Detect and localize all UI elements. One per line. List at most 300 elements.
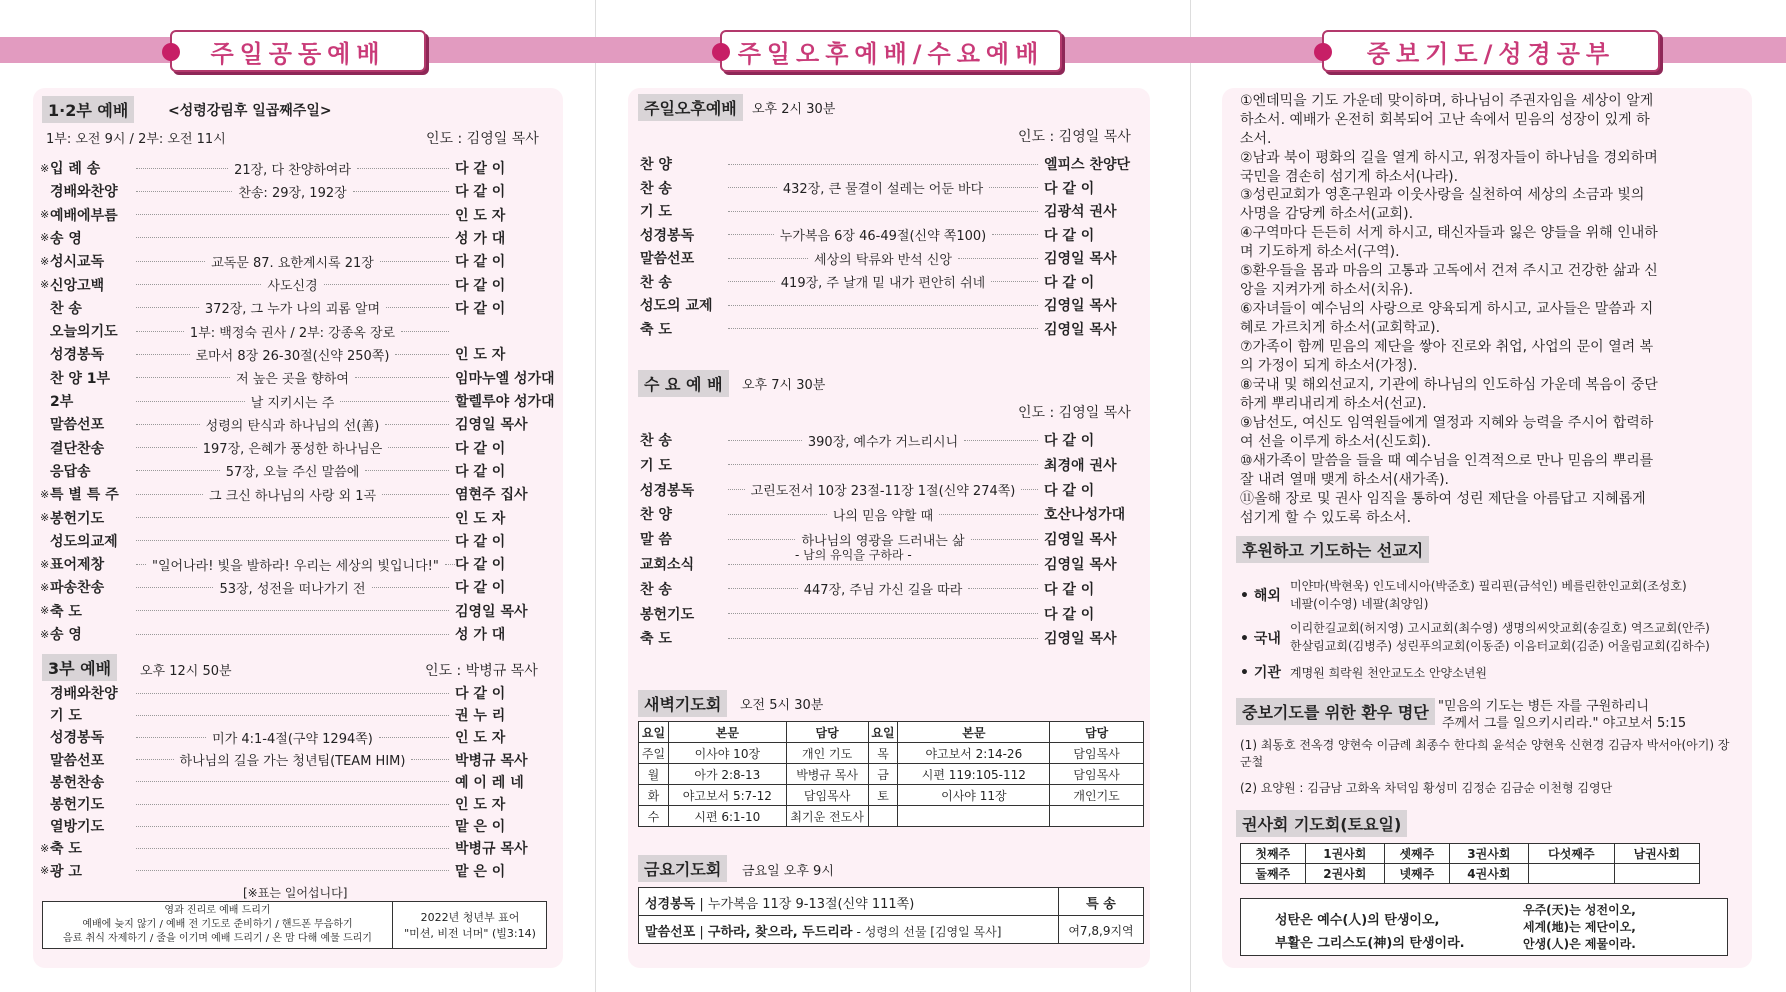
order-label: 말 씀 <box>640 532 672 549</box>
table-cell: 남권사회 <box>1614 844 1699 864</box>
order-middle <box>130 392 455 411</box>
creed-line: 성탄은 예수(人)의 탄생이오, <box>1275 913 1440 928</box>
order-label: 말씀선포 <box>50 752 105 769</box>
order-label: 봉헌기도 <box>640 606 695 623</box>
table-row <box>639 743 1144 764</box>
order-person: 다 같 이 <box>1044 581 1095 598</box>
order-middle <box>130 870 455 871</box>
order-row <box>640 504 1136 524</box>
order-person: 다 같 이 <box>455 686 506 702</box>
order-text: 날 지키시는 주 <box>250 395 335 411</box>
leader-dots <box>728 164 1038 165</box>
order-text: 저 높은 곳을 향하여 <box>236 372 349 388</box>
order-middle <box>722 564 1044 565</box>
order-person: 다 같 이 <box>1044 227 1095 244</box>
order-middle <box>130 485 455 504</box>
order-text: 57장, 오늘 주신 말씀에 <box>225 465 360 481</box>
order-text: "일어나라! 빛을 발하라! 우리는 세상의 빛입니다!" <box>152 558 439 574</box>
table-cell <box>898 806 1050 827</box>
leader-dots <box>136 610 449 611</box>
leader-dots <box>728 588 798 589</box>
order-middle <box>130 159 455 178</box>
section-heading: 1·2부 예배 <box>42 96 134 123</box>
order-row <box>640 628 1136 648</box>
table-cell: 시편 6:1-10 <box>668 806 786 827</box>
mission-list: 한살림교회(김병주) 성린푸의교회(이동준) 이음터교회(김준) 어울림교회(김하수) <box>1290 639 1710 653</box>
leader-dots <box>385 424 449 425</box>
service-time: 오후 12시 50분 <box>140 664 232 679</box>
order-row <box>40 205 545 225</box>
order-label: 봉헌기도 <box>50 797 105 813</box>
section-heading: 권사회 기도회(토요일) <box>1236 810 1407 837</box>
table-row <box>639 764 1144 785</box>
order-label: 찬 송 <box>640 581 672 598</box>
friday-box <box>638 887 1144 944</box>
order-text: 로마서 8장 26-30절(신약 250쪽) <box>195 348 390 364</box>
table-header: 요일 <box>639 722 669 743</box>
table-cell: 수 <box>639 806 669 827</box>
table-cell: 3권사회 <box>1449 844 1529 864</box>
order-text: 21장, 다 찬양하여라 <box>234 162 351 178</box>
order-label: 응답송 <box>50 463 91 480</box>
table-cell: 담임목사 <box>1050 764 1144 785</box>
order-text: 누가복음 6장 46-49절(신약 쪽100) <box>779 229 987 244</box>
order-row <box>40 391 555 411</box>
leader-dots <box>445 564 455 565</box>
table-cell: 둘째주 <box>1241 864 1306 884</box>
table-header: 요일 <box>868 722 898 743</box>
leader-dots <box>991 281 1038 282</box>
order-person: 김영일 목사 <box>455 417 528 434</box>
row-label: 성경봉독 <box>645 897 696 912</box>
order-middle <box>722 164 1044 165</box>
order-label: 축 도 <box>640 321 672 338</box>
table-cell: 월 <box>639 764 669 785</box>
prayer-item: ⑩새가족이 말씀을 들을 때 예수님을 인격적으로 만나 믿음의 뿌리를 잘 내려 열매 맺게 하소서(새가족). <box>1240 453 1654 488</box>
order-label: 경배와찬양 <box>50 184 118 201</box>
motto-text: "미션, 비전 너머" (빌3:14) <box>404 927 536 940</box>
order-middle <box>130 750 455 769</box>
order-person: 김영일 목사 <box>1044 557 1117 573</box>
order-row <box>40 577 545 597</box>
order-label: 입 례 송 <box>50 161 101 177</box>
leader-dots <box>136 826 449 827</box>
order-row <box>640 201 1136 221</box>
leader-dots <box>136 715 449 716</box>
order-row <box>40 601 545 621</box>
order-person: 다 같 이 <box>1044 180 1095 197</box>
order-person: 다 같 이 <box>1044 482 1095 499</box>
table-cell: 시편 119:105-112 <box>898 764 1050 785</box>
leader-dots <box>728 328 1038 329</box>
order-row <box>640 455 1136 475</box>
order-text: 교독문 87. 요한계시록 21장 <box>211 255 374 271</box>
order-row <box>640 604 1136 624</box>
order-label: 찬 양 <box>640 157 672 173</box>
leader-dots <box>136 587 213 588</box>
order-row <box>40 554 545 574</box>
order-label: 경배와찬양 <box>50 686 118 702</box>
table-header-row <box>639 722 1144 743</box>
order-label: 예배에부름 <box>50 207 118 224</box>
standing-mark-icon: ※ <box>40 580 50 594</box>
order-middle <box>130 826 455 827</box>
etiquette-line: 음료 취식 자제하기 / 줄을 이기며 예배 드리기 / 온 맘 다해 예물 드리기 <box>63 933 372 944</box>
leader-dots <box>353 191 449 192</box>
order-text: 성령의 탄식과 하나님의 선(善) <box>205 418 380 434</box>
leader-dots <box>372 587 449 588</box>
mission-list: 이리한길교회(허지영) 고시교회(최수영) 생명의씨앗교회(송길호) 역즈교회(안주) <box>1290 621 1710 635</box>
table-cell: 셋째주 <box>1385 844 1450 864</box>
order-person: 박병규 목사 <box>455 841 528 858</box>
row-text: 누가복음 11장 9-13절(신약 111쪽) <box>707 897 915 912</box>
standing-mark-icon: ※ <box>40 841 50 855</box>
standing-mark-icon: ※ <box>40 511 50 524</box>
standing-mark-icon: ※ <box>40 627 50 641</box>
standing-mark-icon: ※ <box>40 604 50 618</box>
standing-mark-icon: ※ <box>40 487 50 501</box>
leader-dots <box>136 870 449 871</box>
order-row <box>40 298 545 318</box>
standing-mark-icon: ※ <box>40 278 50 291</box>
order-label: 성경봉독 <box>50 347 105 364</box>
subtitle: <성령강림후 일곱째주일> <box>168 103 332 119</box>
order-row <box>40 438 545 458</box>
order-middle <box>130 298 455 317</box>
order-person: 김영일 목사 <box>1044 251 1117 267</box>
order-person: 다 같 이 <box>455 161 506 177</box>
order-person: 다 같 이 <box>455 254 506 271</box>
banner-afternoon <box>720 30 1062 72</box>
order-row <box>640 272 1136 292</box>
order-text: 고린도전서 10장 23절-11장 1절(신약 274쪽) <box>750 484 1016 500</box>
order-row <box>40 727 545 747</box>
order-middle <box>130 540 455 541</box>
leader-dots <box>395 354 449 355</box>
order-text: 찬송: 29장, 192장 <box>238 185 347 201</box>
order-middle <box>130 804 455 805</box>
leader-dots <box>989 187 1038 188</box>
order-label: 열방기도 <box>50 819 105 836</box>
service-time: 오전 5시 30분 <box>740 698 824 713</box>
leader-dots <box>136 447 197 448</box>
leader-dots <box>136 737 206 738</box>
order-middle <box>130 322 455 341</box>
service-time: 오후 2시 30분 <box>752 102 836 117</box>
order-row <box>40 705 545 725</box>
standing-note: [※표는 일어섭니다] <box>243 886 348 900</box>
leader-dots <box>136 377 230 378</box>
order-text: 세상의 탁류와 반석 신앙 <box>814 252 952 268</box>
order-middle <box>722 464 1044 465</box>
order-text: 447장, 주님 가신 길을 따라 <box>803 583 963 599</box>
leader-dots <box>386 307 449 308</box>
order-person: 다 같 이 <box>455 277 506 294</box>
leader-dots <box>728 539 795 540</box>
etiquette <box>43 902 393 948</box>
leader-dots <box>728 440 802 441</box>
leader-dots <box>136 470 220 471</box>
banner-title: 중보기도/성경공부 <box>1366 39 1616 68</box>
mission-label: • 국내 <box>1240 631 1281 647</box>
table-cell <box>868 806 898 827</box>
banner-title: 주일오후예배/수요예배 <box>737 39 1045 68</box>
table-cell <box>1614 864 1699 884</box>
leader-dots <box>382 494 449 495</box>
leader-dots <box>728 489 745 490</box>
section-heading: 새벽기도회 <box>638 690 727 717</box>
order-row <box>640 480 1136 500</box>
order-middle <box>130 848 455 849</box>
order-middle <box>130 517 455 518</box>
leader-dots <box>136 804 449 805</box>
order-label: 성경봉독 <box>640 482 695 499</box>
leader-dots <box>728 638 1038 639</box>
order-person: 인 도 자 <box>455 797 506 813</box>
order-middle <box>722 431 1044 450</box>
order-row <box>40 158 545 178</box>
order-person: 인 도 자 <box>455 730 506 747</box>
order-label: 찬 양 1부 <box>50 370 111 387</box>
leader: 인도 : 박병규 목사 <box>425 663 538 679</box>
leader-dots <box>728 305 1038 306</box>
order-middle <box>722 505 1044 524</box>
order-row <box>40 683 545 703</box>
motto <box>395 910 545 942</box>
order-label: 봉헌기도 <box>50 510 105 527</box>
order-middle <box>130 461 455 480</box>
order-person: 다 같 이 <box>455 184 506 201</box>
order-text: 나의 믿음 약할 때 <box>832 508 934 524</box>
leader-dots <box>357 168 449 169</box>
creed-line: 우주(天)는 성전이오, <box>1523 903 1636 917</box>
mission-list: 네팔(이수영) 네팔(최양임) <box>1290 597 1429 611</box>
order-middle <box>130 275 455 294</box>
order-middle <box>722 328 1044 329</box>
table-header: 담당 <box>786 722 868 743</box>
order-row <box>40 181 545 201</box>
order-label: 축 도 <box>50 841 82 858</box>
order-middle <box>130 728 455 747</box>
bullet-dot-icon <box>712 43 730 61</box>
order-row <box>640 178 1136 198</box>
order-label: 송 영 <box>50 627 82 643</box>
prayer-item: ②남과 북이 평화의 길을 열게 하시고, 위정자들이 하나님을 경외하며 국민을 겸손히 섬기게 하소서(나라). <box>1240 150 1658 185</box>
leader-dots <box>136 261 205 262</box>
order-person: 인 도 자 <box>455 510 506 527</box>
order-row <box>40 794 545 814</box>
order-person: 다 같 이 <box>1044 433 1095 449</box>
leader-dots <box>728 211 1038 212</box>
leader-dots <box>136 354 190 355</box>
order-label: 기 도 <box>640 457 672 474</box>
row-sub: - 성령의 선물 [김영일 목사] <box>856 925 1002 939</box>
order-person: 김영일 목사 <box>1044 321 1117 338</box>
table-cell: 아가 2:8-13 <box>668 764 786 785</box>
special-song: 특 송 <box>1059 888 1143 916</box>
table-cell <box>1529 864 1614 884</box>
leader-dots <box>340 401 449 402</box>
order-middle <box>130 781 455 782</box>
order-row <box>40 772 545 792</box>
order-middle <box>130 555 455 574</box>
order-person: 다 같 이 <box>1044 274 1095 291</box>
section-heading: 수 요 예 배 <box>638 370 729 397</box>
table-cell: 개인 기도 <box>786 743 868 764</box>
table-header: 본문 <box>898 722 1050 743</box>
order-text: 그 크신 하나님의 사랑 외 1곡 <box>208 488 377 504</box>
leader-dots <box>136 848 449 849</box>
order-label: 오늘의기도 <box>50 324 118 341</box>
table-cell: 야고보서 5:7-12 <box>668 785 786 806</box>
order-person: 맡 은 이 <box>455 863 506 880</box>
order-row <box>640 319 1136 339</box>
order-label: 말씀선포 <box>640 251 695 267</box>
sick-list: (1) 최동호 전옥경 양현숙 이금례 최종수 한다희 윤석순 양현욱 신현경 김금자 박서아(아기) 장군철 <box>1240 738 1730 769</box>
leader-dots <box>971 539 1038 540</box>
order-label: 성도의교제 <box>50 533 118 550</box>
order-row <box>40 321 545 341</box>
order-person: 염현주 집사 <box>455 487 528 504</box>
leader-dots <box>136 781 449 782</box>
order-label: 광 고 <box>50 863 82 880</box>
prayer-item: ⑨남선도, 여신도 임역원들에게 열정과 지혜와 능력을 주시어 합력하여 선을 이루게 하소서(신도회). <box>1240 415 1654 450</box>
order-label: 말씀선포 <box>50 417 105 434</box>
leader-dots <box>401 331 449 332</box>
order-row <box>40 368 555 388</box>
order-text: 사도신경 <box>267 279 318 294</box>
table-cell: 1권사회 <box>1305 844 1385 864</box>
scripture-quote: 주께서 그를 일으키시리라." 야고보서 5:15 <box>1442 716 1687 731</box>
leader-dots <box>136 517 449 518</box>
order-person: 다 같 이 <box>455 463 506 480</box>
order-label: 2부 <box>50 394 74 410</box>
table-cell: 주일 <box>639 743 669 764</box>
order-label: 파송찬송 <box>50 580 105 597</box>
leader-dots <box>728 281 775 282</box>
order-middle <box>130 252 455 271</box>
prayer-item: ⑦가족이 함께 믿음의 제단을 쌓아 진로와 취업, 사업의 문이 열려 복의 가정이 되게 하소서(가정). <box>1240 339 1654 374</box>
banner-title: 주일공동예배 <box>210 39 386 68</box>
order-middle <box>130 610 455 611</box>
leader-dots <box>136 564 146 565</box>
order-text: 432장, 큰 물결이 설레는 어둔 바다 <box>782 182 984 197</box>
service-time: 오후 7시 30분 <box>742 378 826 393</box>
table-cell: 이사야 11장 <box>898 785 1050 806</box>
banner-prayer <box>1322 30 1660 72</box>
order-middle <box>722 579 1044 598</box>
order-person: 엘피스 찬양단 <box>1044 157 1131 173</box>
prayer-item: ④구역마다 든든히 서게 하시고, 태신자들과 잃은 양들을 위해 인내하며 기도하게 하소서(구역). <box>1240 225 1658 260</box>
table-cell: 야고보서 2:14-26 <box>898 743 1050 764</box>
table-cell: 금 <box>868 764 898 785</box>
leader: 인도 : 김영일 목사 <box>426 131 539 147</box>
table-row <box>639 785 1144 806</box>
order-label: 봉헌찬송 <box>50 774 105 791</box>
table-cell <box>1050 806 1144 827</box>
table-header: 담당 <box>1050 722 1144 743</box>
mission-label: • 기관 <box>1240 665 1281 681</box>
table-cell: 박병규 목사 <box>786 764 868 785</box>
service-time: 금요일 오후 9시 <box>742 864 834 879</box>
leader-dots <box>136 307 199 308</box>
table-cell: 최기운 전도사 <box>786 806 868 827</box>
order-person: 김영일 목사 <box>455 603 528 620</box>
order-label: 축 도 <box>640 631 672 648</box>
leader-dots <box>728 234 774 235</box>
leader-dots <box>728 258 808 259</box>
order-label: 찬 양 <box>640 507 672 524</box>
table-cell: 화 <box>639 785 669 806</box>
order-label: 찬 송 <box>640 274 672 291</box>
table-cell: 이사야 10장 <box>668 743 786 764</box>
order-row <box>640 554 1136 574</box>
order-row <box>40 838 545 858</box>
order-row <box>40 344 545 364</box>
section-heading: 후원하고 기도하는 선교지 <box>1236 536 1429 563</box>
order-row <box>40 508 545 528</box>
order-row <box>640 579 1136 599</box>
order-label: 성경봉독 <box>640 227 695 244</box>
order-person: 다 같 이 <box>455 533 506 550</box>
order-subtext: - 남의 유익을 구하라 - <box>795 548 912 563</box>
leader-dots <box>365 470 449 471</box>
leader-dots <box>968 588 1038 589</box>
creed-line: 세계(地)는 제단이오, <box>1523 920 1636 934</box>
leader-dots <box>136 634 449 635</box>
order-row <box>40 461 545 481</box>
prayer-item: ③성린교회가 영혼구원과 이웃사랑을 실천하여 세상의 소금과 빛의 사명을 감당케 하소서(교회). <box>1240 187 1645 222</box>
standing-mark-icon: ※ <box>40 208 50 222</box>
order-text: 하나님의 영광을 드러내는 삶 <box>801 533 965 549</box>
table-cell: 개인기도 <box>1050 785 1144 806</box>
order-row <box>40 816 545 836</box>
leader-dots <box>136 214 449 215</box>
table-cell: 담임목사 <box>1050 743 1144 764</box>
leader-dots <box>388 447 449 448</box>
standing-mark-icon: ※ <box>40 161 50 175</box>
section-heading: 3부 예배 <box>42 654 117 681</box>
creed-box <box>1240 898 1728 956</box>
etiquette-line: 예배에 늦지 않기 / 예배 전 기도로 준비하기 / 핸드폰 무음하기 <box>82 919 353 930</box>
order-label: 찬 송 <box>50 300 82 317</box>
order-row <box>40 624 545 644</box>
leader-dots <box>136 759 174 760</box>
footer-box <box>42 901 547 949</box>
order-text: 197장, 은혜가 풍성한 하나님은 <box>202 442 383 458</box>
leader-dots <box>728 564 1038 565</box>
leader-dots <box>380 261 449 262</box>
scripture-quote: "믿음의 기도는 병든 자를 구원하리니 <box>1438 699 1649 714</box>
order-row <box>640 248 1136 268</box>
order-row <box>40 531 545 551</box>
order-person: 호산나성가대 <box>1044 507 1126 524</box>
order-person: 김영일 목사 <box>1044 631 1117 648</box>
order-label: 기 도 <box>50 708 82 725</box>
mission-list: 계명원 희락원 천안교도소 안양소년원 <box>1290 666 1487 680</box>
dawn-schedule-table <box>638 721 1144 827</box>
banner-worship <box>170 30 426 72</box>
leader-dots <box>136 284 261 285</box>
order-person: 인 도 자 <box>455 347 506 364</box>
table-cell: 목 <box>868 743 898 764</box>
table-cell: 넷째주 <box>1385 864 1450 884</box>
order-person: 예 이 레 네 <box>455 774 524 791</box>
table-cell: 다섯째주 <box>1529 844 1614 864</box>
order-person: 다 같 이 <box>1044 606 1095 623</box>
sick-list: (2) 요양원 : 김금남 고화옥 차덕임 황성미 김정순 김금순 이천형 김영단 <box>1240 781 1613 795</box>
leader-dots <box>411 759 449 760</box>
